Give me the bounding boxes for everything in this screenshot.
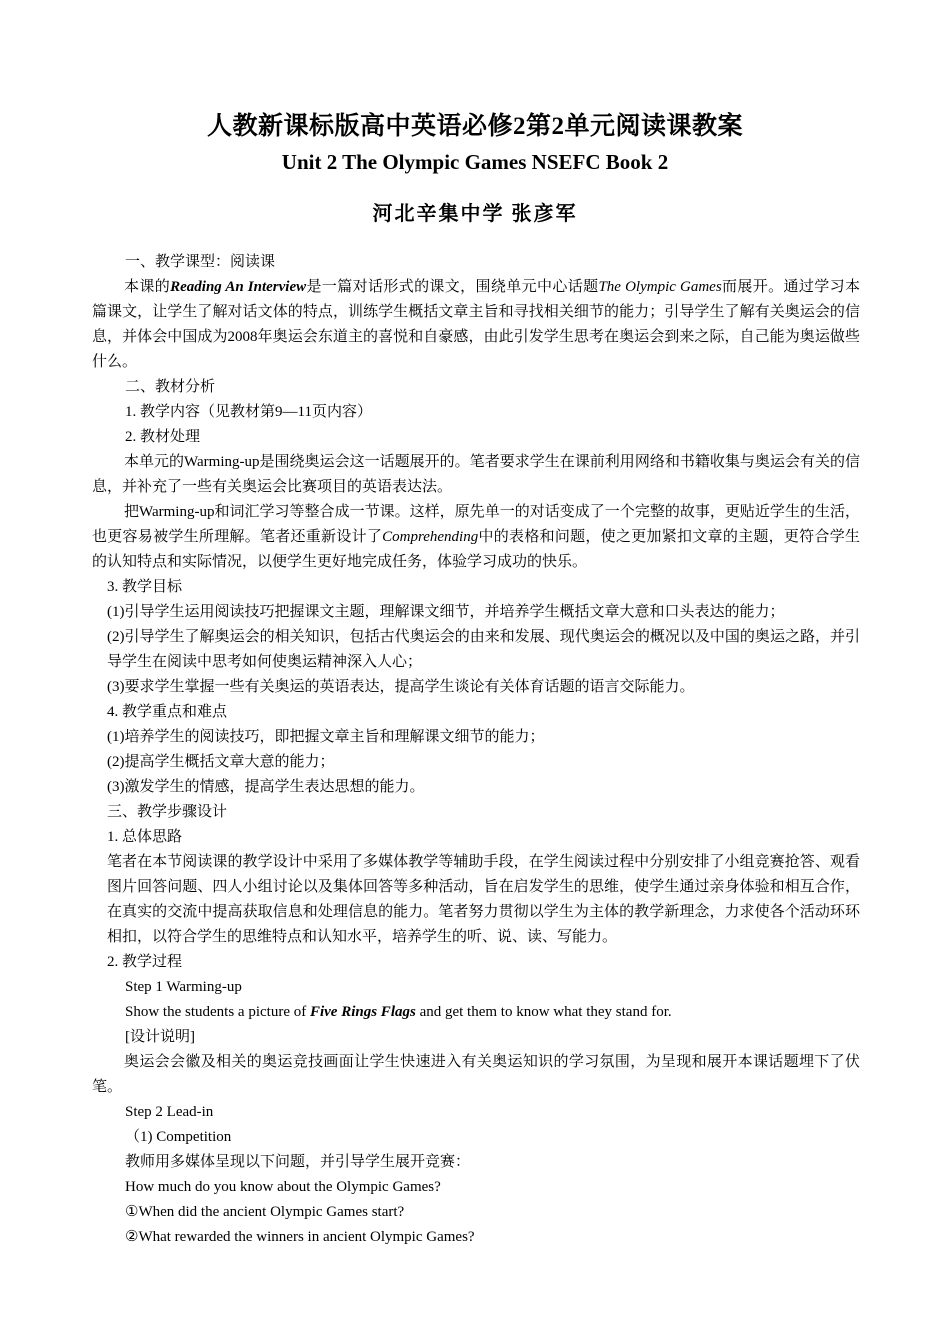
intro-paragraph: 本课的Reading An Interview是一篇对话形式的课文，围绕单元中心话题The Olympic Games而展开。通过学习本篇课文，让学生了解对话文体的特点，训练学生概括文章主旨和寻找相关细节的能力；引导学生了解有关奥运会的信息，并体会中国成为2008年奥运会东道主的喜悦和自豪感，由此引发学生思考在奥运会到来之际，自己能为奥运做些什么。 bbox=[92, 279, 860, 370]
paragraph: 把Warming-up和词汇学习等整合成一节课。这样，原先单一的对话变成了一个完整的故事，更贴近学生的生活，也更容易被学生所理解。笔者还重新设计了Comprehending中的表格和问题，使之更加紧扣文章的主题，更符合学生的认知特点和实际情况，以便学生更好地完成任务，体验学习成功的快乐。 bbox=[92, 504, 860, 570]
list-item: 2. 教学过程 bbox=[107, 954, 183, 970]
paragraph: Show the students a picture of Five Rings Flags and get them to know what they stand for. bbox=[125, 1004, 672, 1020]
question: How much do you know about the Olympic Games? bbox=[125, 1179, 441, 1195]
list-item: 2. 教材处理 bbox=[125, 429, 201, 445]
step-heading: Step 1 Warming-up bbox=[125, 979, 242, 995]
list-item: 4. 教学重点和难点 bbox=[107, 704, 228, 720]
paragraph: 本单元的Warming-up是围绕奥运会这一话题展开的。笔者要求学生在课前利用网络和书籍收集与奥运会有关的信息，并补充了一些有关奥运会比赛项目的英语表达法。 bbox=[92, 454, 860, 495]
goal-item: (3)要求学生掌握一些有关奥运的英语表达，提高学生谈论有关体育话题的语言交际能力。 bbox=[107, 679, 695, 695]
list-item: 1. 总体思路 bbox=[107, 829, 183, 845]
document-title: 人教新课标版高中英语必修2第2单元阅读课教案 bbox=[206, 113, 743, 140]
key-point-item: (3)激发学生的情感，提高学生表达思想的能力。 bbox=[107, 779, 425, 795]
document-subtitle: Unit 2 The Olympic Games NSEFC Book 2 bbox=[281, 150, 669, 174]
goal-item: (2)引导学生了解奥运会的相关知识，包括古代奥运会的由来和发展、现代奥运会的概况以及中国的奥运之路，并引导学生在阅读中思考如何使奥运精神深入人心； bbox=[107, 629, 860, 670]
goal-item: (1)引导学生运用阅读技巧把握课文主题，理解课文细节，并培养学生概括文章大意和口头表达的能力； bbox=[107, 604, 785, 620]
paragraph: 奥运会会徽及相关的奥运竞技画面让学生快速进入有关奥运知识的学习氛围，为呈现和展开本课话题埋下了伏笔。 bbox=[92, 1054, 860, 1095]
question-item: ①When did the ancient Olympic Games start? bbox=[125, 1204, 405, 1220]
key-point-item: (2)提高学生概括文章大意的能力； bbox=[107, 754, 335, 770]
step-heading: Step 2 Lead-in bbox=[125, 1104, 214, 1120]
paragraph: 教师用多媒体呈现以下问题，并引导学生展开竞赛： bbox=[125, 1154, 471, 1170]
question-item: ②What rewarded the winners in ancient Olympic Games? bbox=[125, 1229, 475, 1245]
key-point-item: (1)培养学生的阅读技巧，即把握文章主旨和理解课文细节的能力； bbox=[107, 729, 545, 745]
section-heading-2: 二、教材分析 bbox=[125, 379, 216, 395]
list-item: 3. 教学目标 bbox=[107, 579, 183, 595]
sub-heading: （1) Competition bbox=[125, 1129, 232, 1145]
document-body bbox=[92, 250, 860, 1250]
note-label: [设计说明] bbox=[125, 1029, 195, 1045]
author-line: 河北辛集中学 张彦军 bbox=[372, 203, 578, 225]
section-heading-1: 一、教学课型：阅读课 bbox=[125, 254, 276, 270]
list-item: 1. 教学内容（见教材第9—11页内容） bbox=[125, 404, 372, 420]
section-heading-3: 三、教学步骤设计 bbox=[107, 804, 228, 820]
paragraph: 笔者在本节阅读课的教学设计中采用了多媒体教学等辅助手段，在学生阅读过程中分别安排了小组竞赛抢答、观看图片回答问题、四人小组讨论以及集体回答等多种活动，旨在启发学生的思维，使学生通过亲身体验和相互合作，在真实的交流中提高获取信息和处理信息的能力。笔者努力贯彻以学生为主体的教学新理念，力求使各个活动环环相扣，以符合学生的思维特点和认知水平，培养学生的听、说、读、写能力。 bbox=[107, 854, 860, 945]
